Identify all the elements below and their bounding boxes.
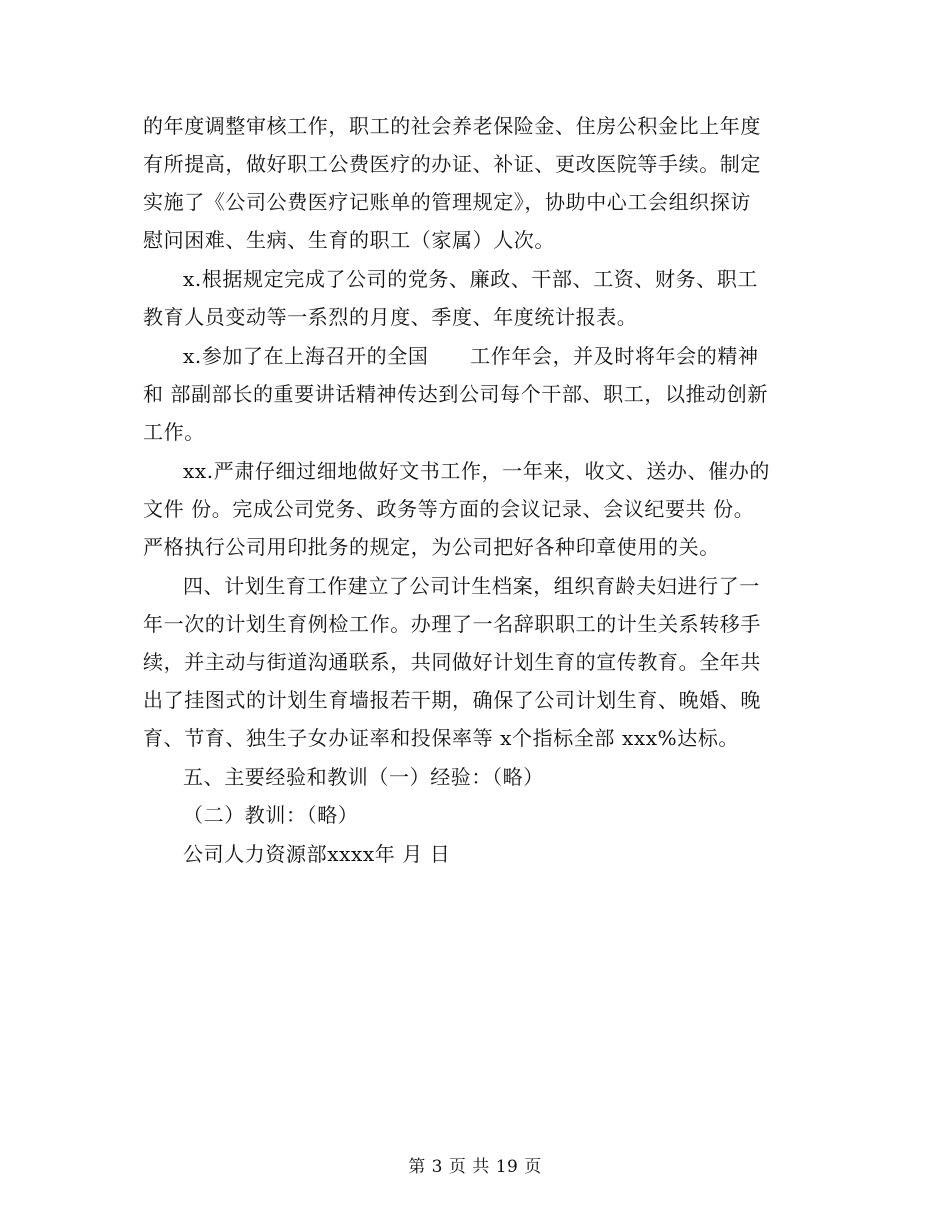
paragraph-first-line: 四、计划生育工作建立了公司计生档案，组织育龄夫妇进行了一 <box>183 574 760 598</box>
paragraph-first-line: xx.严肃仔细过细地做好文书工作，一年来，收文、送办、催办的 <box>183 459 770 483</box>
body-text-line: 出了挂图式的计划生育墙报若干期，确保了公司计划生育、晚婚、晚 <box>143 688 761 712</box>
body-text-line: 有所提高，做好职工公费医疗的办证、补证、更改医院等手续。制定 <box>143 152 761 176</box>
section-heading: 五、主要经验和教训（一）经验：（略） <box>183 765 544 789</box>
body-text-line: 和 部副部长的重要讲话精神传达到公司每个干部、职工，以推动创新 <box>143 382 768 406</box>
body-text-line: 续，并主动与街道沟通联系，共同做好计划生育的宣传教育。全年共 <box>143 650 761 674</box>
body-text-line: 文件 份。完成公司党务、政务等方面的会议记录、会议纪要共 份。 <box>143 497 755 521</box>
paragraph-first-line: x.根据规定完成了公司的党务、廉政、干部、工资、财务、职工 <box>183 267 759 291</box>
body-text-line: 严格执行公司用印批务的规定，为公司把好各种印章使用的关。 <box>143 535 720 559</box>
body-text-line: 年一次的计划生育例检工作。办理了一名辞职职工的计生关系转移手 <box>143 612 761 636</box>
body-text-line: 育、节育、独生子女办证率和投保率等 x个指标全部 xxx%达标。 <box>143 726 740 750</box>
body-text-line: 慰问困难、生病、生育的职工（家属）人次。 <box>143 228 555 252</box>
paragraph-first-line: x.参加了在上海召开的全国 工作年会，并及时将年会的精神 <box>183 344 759 368</box>
signature-line: 公司人力资源部xxxx年 月 日 <box>183 842 451 866</box>
body-text-line: 实施了《公司公费医疗记账单的管理规定》，协助中心工会组织探访 <box>143 190 751 214</box>
body-text-line: 工作。 <box>143 420 205 444</box>
section-subheading: （二）教训：（略） <box>183 803 359 827</box>
body-text-line: 教育人员变动等一系烈的月度、季度、年度统计报表。 <box>143 305 638 329</box>
body-text-line: 的年度调整审核工作，职工的社会养老保险金、住房公积金比上年度 <box>143 114 761 138</box>
page-number-footer: 第 3 页 共 19 页 <box>408 1157 542 1177</box>
